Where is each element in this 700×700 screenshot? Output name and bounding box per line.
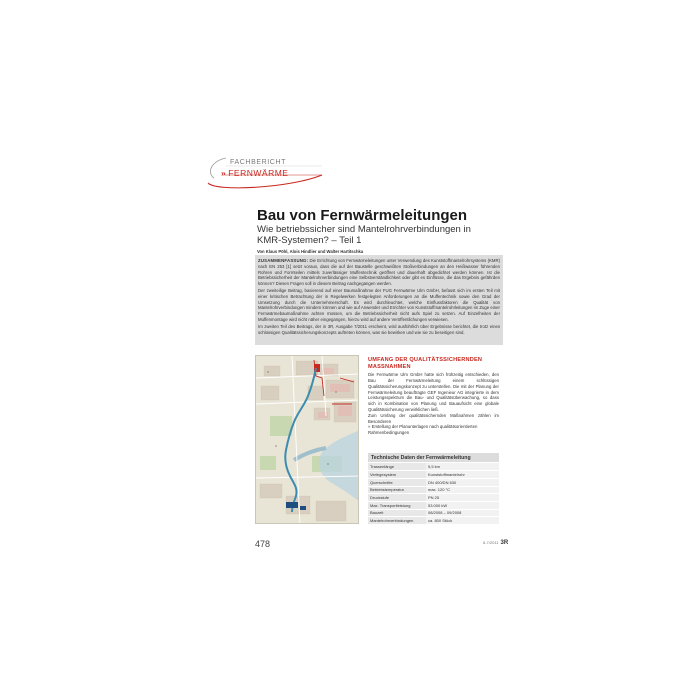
abstract-text-2: Der zweiteilige Beitrag, basierend auf einer Baumaßnahme der FUG Fernwärme Ulm GmbH, befasst sich im ersten Teil mit einer kritischen Betrachtung der in Regelwerken festgelegten Anforderungen an die Muffentechnik sowie den Grad der Umsetzung durch die Unternehmerschaft. Es wird durchleuchtet, welche Einflussfaktoren die Qualität von Mantelrohrverbindungen mindern können und wie auf Anwender und Errichter von Kunststoffmantelrohrleitungen im Zuge einer Fernwärmebaumaßnahme achten müssen, um die Betriebssicherheit nicht aufs Spiel zu setzen. Auf Einzelheiten der Muffenmontage wird nicht näher eingegangen, hierzu wird auf andere Veröffentlichungen verwiesen.: [258, 287, 500, 322]
right-column: [368, 357, 499, 436]
table-row: [368, 471, 499, 479]
category-label: FERNWÄRME: [228, 168, 289, 178]
section-category: [221, 168, 288, 178]
abstract-text-1: Die Errichtung von Fernwärmeleitungen unter Verwendung des Kunststoffmantelrohrsystems (KMR) nach EN 253 [1] setzt voraus, dass die auf der Baustelle geschweißten Stoßverbindungen an den Heißwasser führenden Rohren und Formteilen mittels zuverlässiger Muffentechnik geöffnet und dauerhaft abgedichtet werden können. Ist die Betriebssicherheit der Mantelrohrverbindungen eine Selbstverständlichkeit oder gibt es Einflüsse, die das Ergebnis gefährden können? Diesen Fragen soll in diesem Beitrag nachgegangen werden.: [258, 258, 500, 287]
chevron-right-icon: »: [221, 168, 227, 178]
abstract-text-3: Im zweiten Teil des Beitrags, der in 3R, Ausgabe 7/2011 erscheint, wird ausführlich über Ergebnisse berichtet, die trotz eines schlüssigen Qualitätssicherungskonzepts auftreten können, was sie bewirken und wie sie zu beseitigen sind.: [258, 323, 500, 335]
row-key: Druckstufe: [368, 494, 426, 502]
row-value: 53.000 kW: [426, 501, 499, 509]
section-body: Die Fernwärme Ulm GmbH hatte sich frühzeitig entschieden, den Bau der Fernwärmeleitung einem schlüssigen Qualitätssicherungskonzept zu unterstellen. Die mit der Planung der Fernwärmeleitung beauftragte GEF Ingenieur AG integrierte in dem Leistungsspektrum die Bau- und Qualitätsüberwachung, so dass sich in Kombination von Planung und Bauaufsicht eine globale Qualitätssicherung verwirklichen ließ.: [368, 372, 499, 412]
tech-data-title: Technische Daten der Fernwärmeleitung: [368, 453, 499, 462]
route-map-image: [255, 355, 359, 524]
map-graphic: [256, 356, 359, 524]
row-key: Bauzeit: [368, 509, 426, 517]
bullet-item: » Erstellung der Planunterlagen nach qualitätsorientierten Rahmenbedingungen: [368, 424, 478, 436]
header-arc-decoration: [0, 0, 700, 1]
abstract-box: [255, 255, 503, 345]
article-title: Bau von Fernwärmeleitungen: [257, 207, 468, 224]
row-value: PN 25: [426, 494, 499, 502]
row-value: DN 400/DN 630: [426, 478, 499, 486]
row-key: Verlegesystem: [368, 471, 426, 479]
abstract-paragraph: [258, 258, 500, 287]
table-row: [368, 486, 499, 494]
tech-data-table: [368, 463, 499, 525]
row-key: Mantelrohrverbindungen: [368, 517, 426, 525]
footer-issue: [483, 540, 508, 546]
page-number: 478: [255, 539, 271, 549]
tech-data-box: [368, 453, 499, 525]
journal-label: 3R: [500, 540, 509, 546]
row-value: max. 120 °C: [426, 486, 499, 494]
table-row: [368, 509, 499, 517]
table-row: [368, 494, 499, 502]
row-key: Betriebstemperatur: [368, 486, 426, 494]
table-row: [368, 463, 499, 471]
row-value: 08/2008 – 09/2008: [426, 509, 499, 517]
section-kicker: FACHBERICHT: [230, 159, 286, 166]
abstract-lead: ZUSAMMENFASSUNG:: [258, 258, 309, 263]
row-key: Max. Transportleistung: [368, 501, 426, 509]
article-subtitle: Wie betriebssicher sind Mantelrohrverbindungen in KMR-Systemen? – Teil 1: [257, 224, 471, 246]
row-value: 5,5 km: [426, 463, 499, 471]
table-row: [368, 517, 499, 525]
row-value: Kunststoffmantelrohr: [426, 471, 499, 479]
section-intro-list: Zum Umfang der qualitätssichernden Maßnahmen zählen im Besonderen: [368, 412, 499, 424]
issue-label: 6-7/2011: [483, 540, 499, 545]
row-key: Querschnitte: [368, 478, 426, 486]
table-row: [368, 478, 499, 486]
row-value: ca. 800 Stück: [426, 517, 499, 525]
table-row: [368, 501, 499, 509]
article-authors: Von Klaus Pöhl, Alois Hindlier und Walter Hartitschka: [257, 249, 364, 254]
section-heading: UMFANG DER QUALITÄTSSICHERNDEN MASSNAHMEN: [368, 357, 483, 370]
row-key: Trassenlänge: [368, 463, 426, 471]
